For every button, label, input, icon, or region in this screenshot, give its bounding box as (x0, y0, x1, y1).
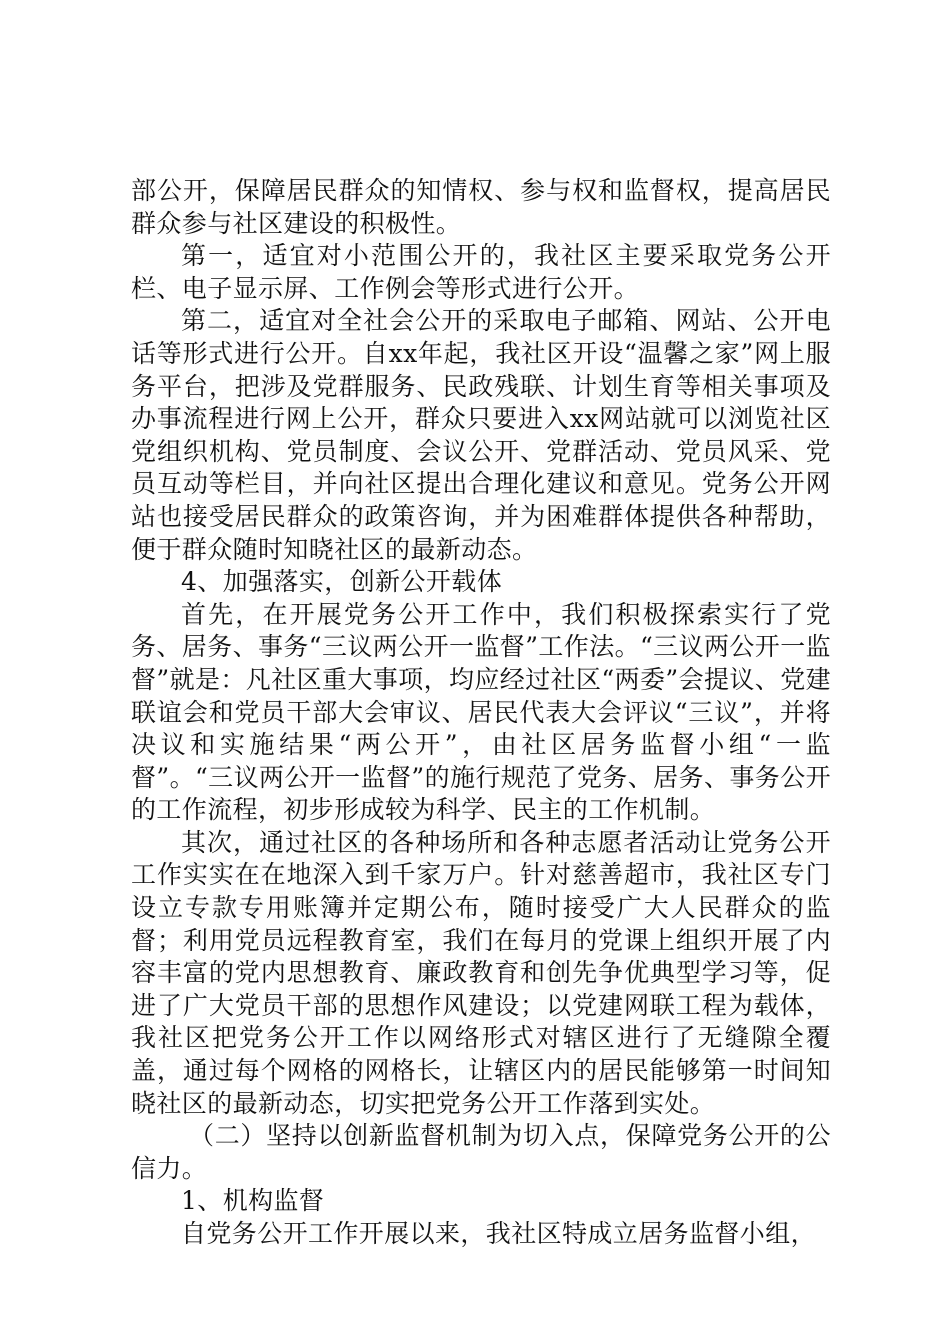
paragraph-first-measure: 首先，在开展党务公开工作中，我们积极探索实行了党务、居务、事务“三议两公开一监督”工作法。“三议两公开一监督”就是：凡社区重大事项，均应经过社区“两委”会提议、党建联谊会和党员干部大会审议、居民代表大会评议“三议”，并将决议和实施结果“两公开”，由社区居务监督小组“一监督”。“三议两公开一监督”的施行规范了党务、居务、事务公开的工作流程，初步形成较为科学、民主的工作机制。 (131, 599, 831, 825)
paragraph-continuation: 部公开，保障居民群众的知情权、参与权和监督权，提高居民群众参与社区建设的积极性。 (131, 176, 831, 238)
paragraph-second-method: 第二，适宜对全社会公开的采取电子邮箱、网站、公开电话等形式进行公开。自xx年起，我社区开设“温馨之家”网上服务平台，把涉及党群服务、民政残联、计划生育等相关事项及办事流程进行网上公开，群众只要进入xx网站就可以浏览社区党组织机构、党员制度、会议公开、党群活动、党员风采、党员互动等栏目，并向社区提出合理化建议和意见。党务公开网站也接受居民群众的政策咨询，并为困难群体提供各种帮助，便于群众随时知晓社区的最新动态。 (131, 306, 831, 564)
paragraph-supervision-group: 自党务公开工作开展以来，我社区特成立居务监督小组， (181, 1219, 817, 1248)
document-body (131, 175, 831, 1251)
paragraph-second-measure: 其次，通过社区的各种场所和各种志愿者活动让党务公开工作实实在在地深入到千家万户。针对慈善超市，我社区专门设立专款专用账簿并定期公布，随时接受广大人民群众的监督；利用党员远程教育室，我们在每月的党课上组织开展了内容丰富的党内思想教育、廉政教育和创先争优典型学习等，促进了广大党员干部的思想作风建设；以党建网联工程为载体，我社区把党务公开工作以网络形式对辖区进行了无缝隙全覆盖，通过每个网格的网格长，让辖区内的居民能够第一时间知晓社区的最新动态，切实把党务公开工作落到实处。 (131, 827, 831, 1118)
paragraph-first-method: 第一，适宜对小范围公开的，我社区主要采取党务公开栏、电子显示屏、工作例会等形式进行公开。 (131, 241, 831, 303)
heading-strengthen-implementation: 4、加强落实，创新公开载体 (181, 567, 503, 597)
heading-supervision-mechanism: （二）坚持以创新监督机制为切入点，保障党务公开的公信力。 (131, 1121, 831, 1183)
heading-institutional-supervision: 1、机构监督 (181, 1186, 325, 1216)
